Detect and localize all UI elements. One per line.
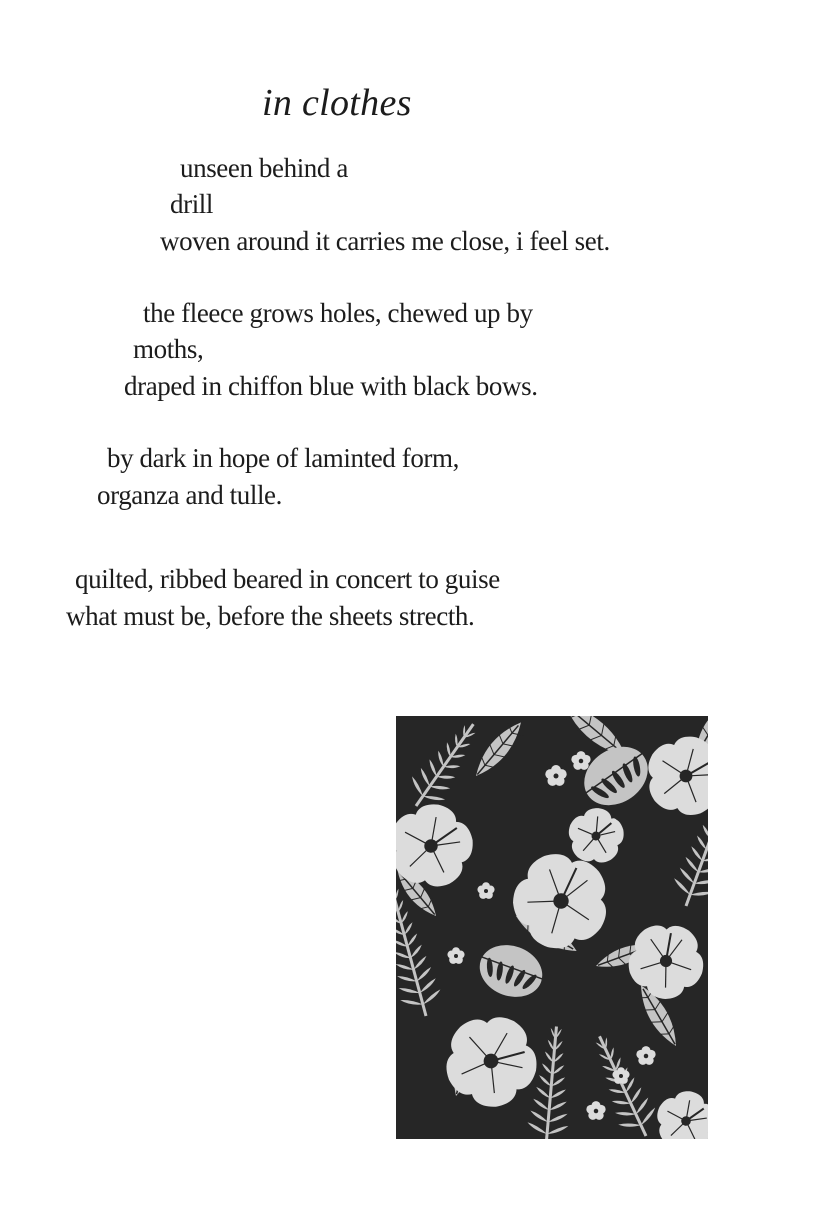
poem-title: in clothes	[262, 82, 412, 124]
stanza-2-line-2: moths,	[133, 334, 204, 364]
stanza-1-line-1: unseen behind a	[180, 153, 348, 183]
stanza-3-line-1: by dark in hope of laminted form,	[107, 443, 459, 473]
stanza-4-line-1: quilted, ribbed beared in concert to guise	[75, 564, 500, 594]
stanza-1-line-3: woven around it carries me close, i feel set.	[160, 226, 610, 256]
stanza-2-line-1: the fleece grows holes, chewed up by	[143, 298, 533, 328]
stanza-4-line-2: what must be, before the sheets strecth.	[66, 601, 475, 631]
stanza-1-line-2: drill	[170, 189, 213, 219]
hibiscus-pattern	[396, 716, 708, 1139]
stanza-2-line-3: draped in chiffon blue with black bows.	[124, 371, 538, 401]
stanza-3-line-2: organza and tulle.	[97, 480, 282, 510]
floral-fabric-image	[396, 716, 708, 1139]
